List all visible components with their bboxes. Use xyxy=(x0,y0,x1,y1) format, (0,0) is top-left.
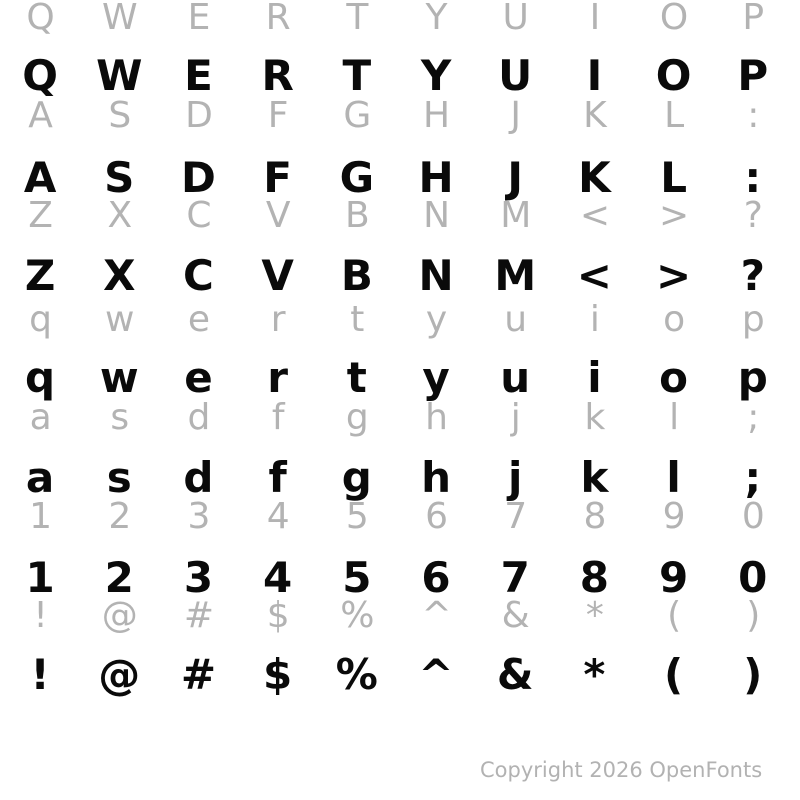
glyph: D xyxy=(181,153,217,202)
glyph: u xyxy=(500,353,532,402)
glyph: f xyxy=(271,397,285,438)
glyph: h xyxy=(425,397,448,438)
glyph: K xyxy=(583,95,607,136)
glyph: T xyxy=(346,0,369,38)
glyph: j xyxy=(510,397,521,438)
glyph: U xyxy=(498,51,534,100)
glyph: ( xyxy=(663,650,685,699)
glyph: 1 xyxy=(25,553,56,602)
glyph-row-muted-uppercase-asdf xyxy=(1,86,793,146)
glyph: p xyxy=(737,353,769,402)
glyph: k xyxy=(584,397,606,438)
glyph: 4 xyxy=(263,553,294,602)
glyph: H xyxy=(422,95,451,136)
glyph: H xyxy=(418,153,455,202)
glyph: F xyxy=(263,153,293,202)
glyph-row-muted-uppercase-zxcv xyxy=(1,186,793,246)
glyph: f xyxy=(268,453,288,502)
glyph: Z xyxy=(28,195,53,236)
glyph: S xyxy=(104,153,136,202)
glyph: 8 xyxy=(583,496,607,537)
glyph: y xyxy=(425,299,448,340)
glyph: Y xyxy=(420,51,453,100)
glyph: s xyxy=(110,397,130,438)
glyph: E xyxy=(184,51,214,100)
glyph: A xyxy=(23,153,58,202)
glyph: % xyxy=(335,650,379,699)
glyph-row-main-symbols xyxy=(1,645,793,705)
glyph: ? xyxy=(740,251,766,300)
glyph: * xyxy=(583,650,607,699)
glyph: 6 xyxy=(421,553,452,602)
glyph: i xyxy=(589,299,600,340)
glyph: P xyxy=(742,0,765,38)
glyph: 0 xyxy=(741,496,765,537)
glyph: * xyxy=(585,595,604,636)
glyph: R xyxy=(265,0,291,38)
glyph: K xyxy=(578,153,612,202)
glyph: ; xyxy=(744,453,763,502)
glyph: 0 xyxy=(738,553,769,602)
glyph: 3 xyxy=(183,553,215,602)
glyph: T xyxy=(342,51,373,100)
glyph: E xyxy=(187,0,211,38)
glyph: A xyxy=(28,95,53,136)
glyph: Y xyxy=(425,0,448,38)
glyph: B xyxy=(344,195,370,236)
glyph-row-muted-lowercase-asdf xyxy=(1,388,793,448)
glyph: W xyxy=(101,0,138,38)
glyph: o xyxy=(659,353,690,402)
glyph: > xyxy=(659,195,690,236)
glyph: 5 xyxy=(345,496,369,537)
glyph: < xyxy=(579,195,610,236)
glyph: ( xyxy=(667,595,682,636)
glyph: l xyxy=(669,397,680,438)
glyph: X xyxy=(107,195,133,236)
glyph-row-muted-uppercase-qwerty xyxy=(1,0,793,48)
glyph: 8 xyxy=(579,553,611,602)
glyph: V xyxy=(261,251,295,300)
glyph: r xyxy=(270,299,286,340)
glyph: ; xyxy=(747,397,760,438)
glyph: % xyxy=(340,595,375,636)
glyph: j xyxy=(508,453,524,502)
glyph: M xyxy=(500,195,532,236)
copyright-text: Copyright 2026 OpenFonts xyxy=(480,758,763,782)
glyph: B xyxy=(340,251,374,300)
glyph-row-muted-digits xyxy=(1,487,793,547)
glyph: 6 xyxy=(425,496,448,537)
glyph: u xyxy=(504,299,528,340)
glyph: & xyxy=(501,595,530,636)
glyph: P xyxy=(737,51,770,100)
glyph: 3 xyxy=(187,496,211,537)
glyph: & xyxy=(496,650,535,699)
glyph: ) xyxy=(743,650,764,699)
glyph: ^ xyxy=(421,595,452,636)
glyph: a xyxy=(29,397,52,438)
glyph: t xyxy=(346,353,368,402)
glyph: C xyxy=(183,251,215,300)
glyph: ) xyxy=(746,595,761,636)
glyph: 9 xyxy=(658,553,690,602)
glyph: X xyxy=(103,251,137,300)
glyph: w xyxy=(105,299,135,340)
glyph: k xyxy=(580,453,610,502)
glyph: 9 xyxy=(662,496,686,537)
glyph-row-muted-lowercase-qwerty xyxy=(1,290,793,350)
glyph: 5 xyxy=(342,553,373,602)
glyph: s xyxy=(106,453,133,502)
glyph: F xyxy=(267,95,289,136)
glyph: i xyxy=(587,353,603,402)
glyph: p xyxy=(741,299,765,340)
glyph: I xyxy=(586,51,604,100)
glyph: Z xyxy=(24,251,57,300)
glyph: O xyxy=(655,51,693,100)
glyph: : xyxy=(747,95,760,136)
glyph: 4 xyxy=(266,496,290,537)
glyph: I xyxy=(589,0,601,38)
glyph: J xyxy=(507,153,525,202)
glyph: h xyxy=(421,453,452,502)
glyph: ! xyxy=(33,595,48,636)
glyph: g xyxy=(341,453,373,502)
glyph: V xyxy=(265,195,291,236)
glyph: d xyxy=(187,397,211,438)
glyph: @ xyxy=(98,650,142,699)
glyph: 7 xyxy=(500,553,531,602)
glyph: ^ xyxy=(418,650,455,699)
glyph-row-muted-symbols xyxy=(1,586,793,646)
glyph: $ xyxy=(266,595,290,636)
glyph: 7 xyxy=(504,496,528,537)
glyph: r xyxy=(267,353,290,402)
glyph: N xyxy=(423,195,450,236)
glyph: o xyxy=(663,299,686,340)
glyph: M xyxy=(494,251,538,300)
glyph: G xyxy=(343,95,372,136)
glyph: ? xyxy=(743,195,763,236)
glyph: Q xyxy=(22,51,59,100)
glyph: e xyxy=(187,299,211,340)
glyph: l xyxy=(666,453,682,502)
glyph: t xyxy=(350,299,365,340)
glyph: $ xyxy=(263,650,294,699)
glyph: # xyxy=(180,650,218,699)
glyph: L xyxy=(664,95,685,136)
glyph: > xyxy=(655,251,693,300)
glyph: q xyxy=(29,299,53,340)
glyph: < xyxy=(576,251,613,300)
glyph: : xyxy=(744,153,763,202)
glyph: ! xyxy=(30,650,51,699)
glyph: C xyxy=(186,195,212,236)
glyph: y xyxy=(422,353,451,402)
glyph: R xyxy=(261,51,295,100)
glyph: d xyxy=(183,453,215,502)
glyph: J xyxy=(510,95,522,136)
glyph: 1 xyxy=(29,496,53,537)
glyph: W xyxy=(96,51,144,100)
glyph: G xyxy=(339,153,376,202)
glyph: w xyxy=(99,353,140,402)
glyph: # xyxy=(183,595,215,636)
glyph: S xyxy=(108,95,132,136)
glyph: @ xyxy=(101,595,138,636)
glyph: g xyxy=(345,397,369,438)
glyph: e xyxy=(184,353,214,402)
glyph: D xyxy=(185,95,213,136)
glyph: N xyxy=(418,251,455,300)
glyph: O xyxy=(659,0,689,38)
glyph: U xyxy=(502,0,529,38)
glyph: Q xyxy=(26,0,55,38)
glyph: 2 xyxy=(108,496,132,537)
glyph: 2 xyxy=(104,553,135,602)
glyph: L xyxy=(660,153,688,202)
glyph: a xyxy=(25,453,56,502)
glyph: q xyxy=(25,353,57,402)
